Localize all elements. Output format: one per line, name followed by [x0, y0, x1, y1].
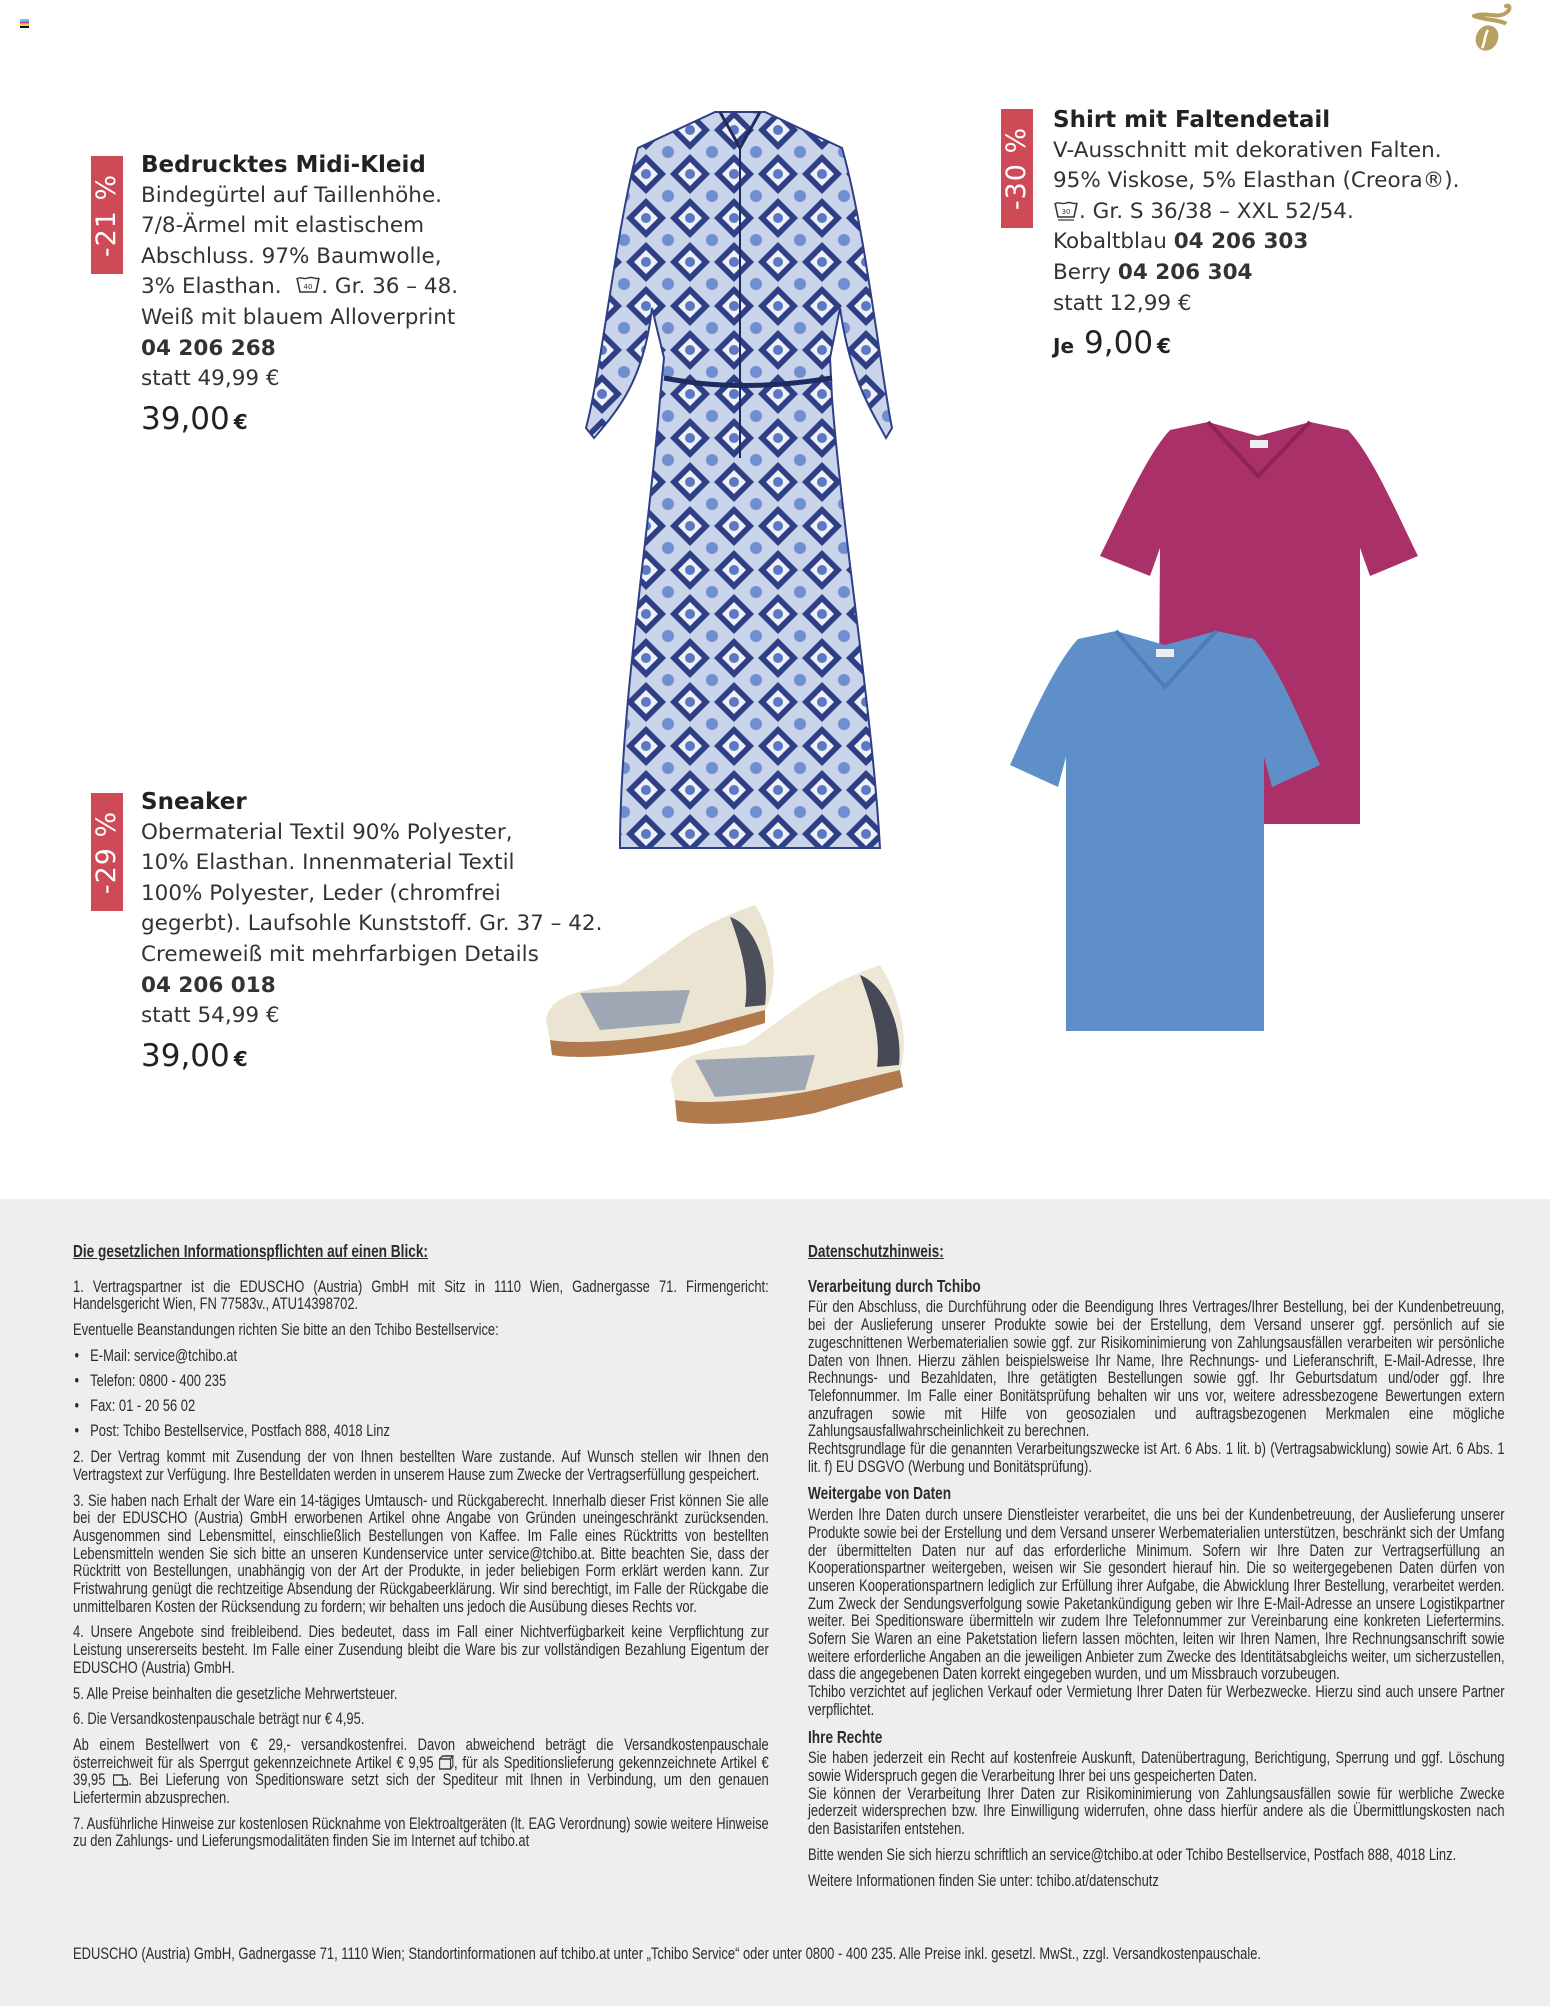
legal-paragraph: 4. Unsere Angebote sind freibleibend. Dies bedeutet, dass im Fall einer Nichtverfügbarkeit keine Verpflichtung zur Leistung unsererseits besteht. Im Falle einer Zusendung bleibt die Ware bis zur vollständigen Bezahlung Eigentum der EDUSCHO (Austria) GmbH. — [73, 1622, 769, 1677]
legal-paragraph: 2. Der Vertrag kommt mit Zusendung der von Ihnen bestellten Ware zustande. Auf Wunsch stellen wir Ihnen den Vertragstext zur Verfügung. Ihre Bestelldaten werden in unserem Hause zum Zwecke der Vertragserfüllung gespeichert. — [73, 1447, 769, 1484]
article-number: 04 206 303 — [1173, 229, 1309, 255]
contact-fax: • Fax: 01 - 20 56 02 — [73, 1397, 769, 1415]
legal-heading: Die gesetzlichen Informationspflichten auf einen Blick: — [73, 1241, 428, 1261]
privacy-contact: Bitte wenden Sie sich hierzu schriftlich an service@tchibo.at oder Tchibo Bestellservice, Postfach 888, 4018 Linz. — [808, 1844, 1457, 1864]
privacy-subheading: Verarbeitung durch Tchibo — [808, 1275, 981, 1296]
wash-care-icon — [1053, 199, 1079, 221]
article-number: 04 206 018 — [141, 972, 276, 998]
discount-badge-dress: -21 % — [91, 156, 123, 274]
discount-badge-shirt: -30 % — [1001, 109, 1033, 228]
contact-phone: • Telefon: 0800 - 400 235 — [73, 1372, 769, 1390]
tchibo-logo-icon — [1466, 2, 1526, 52]
contact-post: • Post: Tchibo Bestellservice, Postfach 888, 4018 Linz — [73, 1422, 769, 1440]
discount-badge-sneaker: -29 % — [91, 793, 123, 911]
privacy-paragraph: Sie können der Verarbeitung Ihrer Daten zur Risikominimierung von Zahlungsausfällen sowie für werbliche Zwecke jederzeit widersprechen bzw. Ihre Einwilligung widerrufen, ohne dass hierfür andere als die Übermittlungskosten nach den Basistarifen entstehen. — [808, 1783, 1505, 1839]
legal-column — [73, 1243, 769, 1858]
privacy-more-info: Weitere Informationen finden Sie unter: tchibo.at/datenschutz — [808, 1870, 1159, 1890]
legal-paragraph: 7. Ausführliche Hinweise zur kostenlosen Rücknahme von Elektroaltgeräten (lt. EAG Verordnung) sowie weitere Hinweise zu den Zahlungs- und Lieferungsmodalitäten finden Sie im Internet auf tchibo.at — [73, 1813, 769, 1851]
company-footer: EDUSCHO (Austria) GmbH, Gadnergasse 71, 1110 Wien; Standortinformationen auf tchibo.at unter „Tchibo Service“ oder unter 0800 - 400 235. Alle Preise inkl. gesetzl. MwSt., zzgl. Versandkostenpauschale. — [73, 1944, 1262, 1963]
product-variant: Berry 04 206 304 — [1053, 259, 1253, 285]
dress-image — [580, 108, 900, 858]
privacy-paragraph: Werden Ihre Daten durch unsere Dienstleister verarbeitet, die uns bei der Kundenbetreuung, der Auslieferung unserer Produkte sowie bei der Erstellung und dem Versand unserer Werbematerialien unterstützen, beschränkt sich der Umfang der übermittelten Daten nur auf das erforderliche Minimum. Sofern wir Ihre Daten zur Vertragserfüllung an Kooperationspartner weitergeben, weisen wir Sie gesondert hierauf hin. Die so weitergegebenen Daten dürfen von unseren Kooperationspartnern lediglich zur Erfüllung ihrer Aufgabe, die Abwicklung Ihrer Bestellung, verarbeitet werden. Zum Zweck der Sendungsverfolgung sowie Paketankündigung geben wir Ihre E-Mail-Adresse an unsere Logistikpartner weiter. Bei Speditionsware übermitteln wir zudem Ihre Telefonnummer zur Vereinbarung eine konkreten Liefertermins. Sofern Sie Waren an eine Paketstation liefern lassen möchten, leiten wir Ihren Namen, Ihre Rechnungsanschrift sowie weitere erforderliche Angaben an die jeweiligen Anbieter zum Zwecke des Identitätsabgleichs weiter, um sicherzustellen, dass die angegebenen Daten korrekt eingegeben wurden, und um Missbrauch vorzubeugen. — [808, 1505, 1505, 1684]
shirt-blue-image — [1008, 625, 1322, 1035]
product-title: Shirt mit Faltendetail — [1053, 107, 1331, 133]
product-desc-line: 95% Viskose, 5% Elasthan (Creora®). — [1053, 168, 1460, 194]
old-price: statt 54,99 € — [141, 1003, 280, 1029]
privacy-paragraph: Rechtsgrundlage für die genannten Verarbeitungszwecke ist Art. 6 Abs. 1 lit. b) (Vertragsabwicklung) sowie Art. 6 Abs. 1 lit. f) EU DSGVO (Werbung und Bonitätsprüfung). — [808, 1439, 1505, 1476]
wash-care-icon — [295, 274, 321, 296]
price: 39,00 € — [141, 1037, 248, 1074]
product-desc-line: Bindegürtel auf Taillenhöhe. — [141, 182, 442, 208]
care-temp: 30 — [1061, 207, 1071, 216]
product-desc-line: Abschluss. 97% Baumwolle, — [141, 243, 442, 269]
product-desc-line: 100% Polyester, Leder (chromfrei — [141, 880, 501, 906]
privacy-subheading: Ihre Rechte — [808, 1726, 883, 1747]
old-price: statt 49,99 € — [141, 366, 280, 392]
price: Je 9,00 € — [1053, 325, 1171, 362]
product-title: Sneaker — [141, 789, 247, 815]
legal-paragraph: 6. Die Versandkostenpauschale beträgt nur € 4,95. — [73, 1709, 365, 1729]
product-title: Bedrucktes Midi-Kleid — [141, 152, 426, 178]
legal-paragraph: 1. Vertragspartner ist die EDUSCHO (Austria) GmbH mit Sitz in 1110 Wien, Gadnergasse 71. Firmengericht: Handelsgericht Wien, FN 77583v., ATU14398702. — [73, 1276, 769, 1314]
product-desc-line: 7/8-Ärmel mit elastischem — [141, 213, 425, 239]
product-desc-line: 10% Elasthan. Innenmaterial Textil — [141, 850, 515, 876]
product-dress — [141, 150, 458, 437]
product-shirt — [1053, 105, 1459, 362]
legal-paragraph: 3. Sie haben nach Erhalt der Ware ein 14-tägiges Umtausch- und Rückgaberecht. Innerhalb dieser Frist können Sie alle bei der EDUSCHO (Austria) GmbH erworbenen Artikel ohne Angabe von Gründen uneingeschränkt zurücksenden. Ausgenommen sind Lebensmittel, einschließlich Bestellungen von Kaffee. Im Falle eines Rücktritts von bestellten Lebensmitteln wenden Sie sich bitte an unseren Kundenservice unter service@tchibo.at. Bitte beachten Sie, dass der Rücktritt von Bestellungen, unabhängig von der Art der Produkte, in jeder beliebigen Form erklärt werden kann. Zur Fristwahrung genügt die rechtzeitige Absendung der Rückgabeerklärung. Wir sind berechtigt, im Falle der Rückgabe die unmittelbaren Kosten der Rücksendung zu fordern; wir behalten uns jedoch die Ausübung dieses Rechts vor. — [73, 1490, 769, 1616]
product-sneaker — [141, 787, 602, 1074]
article-number: 04 206 304 — [1117, 259, 1253, 285]
old-price: statt 12,99 € — [1053, 290, 1192, 316]
privacy-paragraph: Sie haben jederzeit ein Recht auf kostenfreie Auskunft, Datenübertragung, Berichtigung, Sperrung und ggf. Löschung sowie Widerspruch gegen die Verarbeitung Ihrer bei uns gespeicherten Daten. — [808, 1748, 1505, 1785]
print-color-mark — [20, 19, 29, 28]
sneakers-image — [540, 895, 915, 1130]
privacy-subheading: Weitergabe von Daten — [808, 1483, 952, 1504]
legal-paragraph: Eventuelle Beanstandungen richten Sie bitte an den Tchibo Bestellservice: — [73, 1320, 499, 1340]
product-desc-line: V-Ausschnitt mit dekorativen Falten. — [1053, 137, 1442, 163]
product-color: Weiß mit blauem Alloverprint — [141, 304, 456, 330]
privacy-paragraph: Für den Abschluss, die Durchführung oder die Beendigung Ihres Vertrages/Ihrer Bestellung, bei der Kundenbetreuung, bei der Auslieferung unserer Produkte sowie bei der Erstellung, dem Versand unserer ggf. persönlich auf sie zugeschnittenen Werbematerialien sowie ggf. zur Risikominimierung von Zahlungsausfällen verarbeiten wir persönliche Daten von Ihnen. Hierzu zählen beispielsweise Ihr Name, Ihre Rechnungs- und Lieferanschrift, E-Mail-Adresse, Ihre Rechnungs- und Bezahldaten, Ihre getätigten Bestellungen sowie ggf. Ihr Geburtsdatum und/oder ggf. Ihre Telefonnummer. Im Falle einer Bonitätsprüfung behalten wir uns vor, weitere adressbezogene Bewertungen extern anzufragen sowie mit Hilfe von geosozialen und auftragsbezogenen Merkmalen eine mögliche Zahlungsausfallwahrscheinlichkeit zu berechnen. — [808, 1297, 1505, 1441]
privacy-paragraph: Tchibo verzichtet auf jeglichen Verkauf oder Vermietung Ihrer Daten für Werbezwecke. Hierzu sind auch unsere Partner verpflichtet. — [808, 1682, 1505, 1719]
product-variant: Kobaltblau 04 206 303 — [1053, 229, 1309, 255]
privacy-heading: Datenschutzhinweis: — [808, 1241, 944, 1261]
care-temp: 40 — [303, 283, 313, 292]
product-desc-line: 3% Elasthan. 40 . Gr. 36 – 48. — [141, 274, 459, 300]
legal-paragraph: Ab einem Bestellwert von € 29,- versandkostenfrei. Davon abweichend beträgt die Versandkostenpauschale österreichweit für als Sperrgut gekennzeichnete Artikel € 9,95 , für als Speditionslieferung gekennzeichnete Artikel € 39,95 . Bei Lieferung von Speditionsware setzt sich der Spediteur mit Ihnen in Verbindung, um den genauen Liefertermin abzusprechen. — [73, 1734, 769, 1808]
price: 39,00 € — [141, 400, 248, 437]
contact-email: • E-Mail: service@tchibo.at — [73, 1347, 769, 1365]
product-desc-line: gegerbt). Laufsohle Kunststoff. Gr. 37 – 42. — [141, 911, 603, 937]
article-number: 04 206 268 — [141, 335, 276, 361]
product-desc-line: Obermaterial Textil 90% Polyester, — [141, 819, 513, 845]
bulky-goods-icon — [438, 1755, 454, 1771]
product-desc-line: 30 . Gr. S 36/38 – XXL 52/54. — [1053, 197, 1459, 228]
privacy-column — [808, 1243, 1505, 1897]
product-desc-line: Cremeweiß mit mehrfarbigen Details — [141, 941, 539, 967]
legal-paragraph: 5. Alle Preise beinhalten die gesetzliche Mehrwertsteuer. — [73, 1683, 398, 1703]
contact-list — [73, 1347, 769, 1440]
truck-icon — [113, 1772, 129, 1788]
